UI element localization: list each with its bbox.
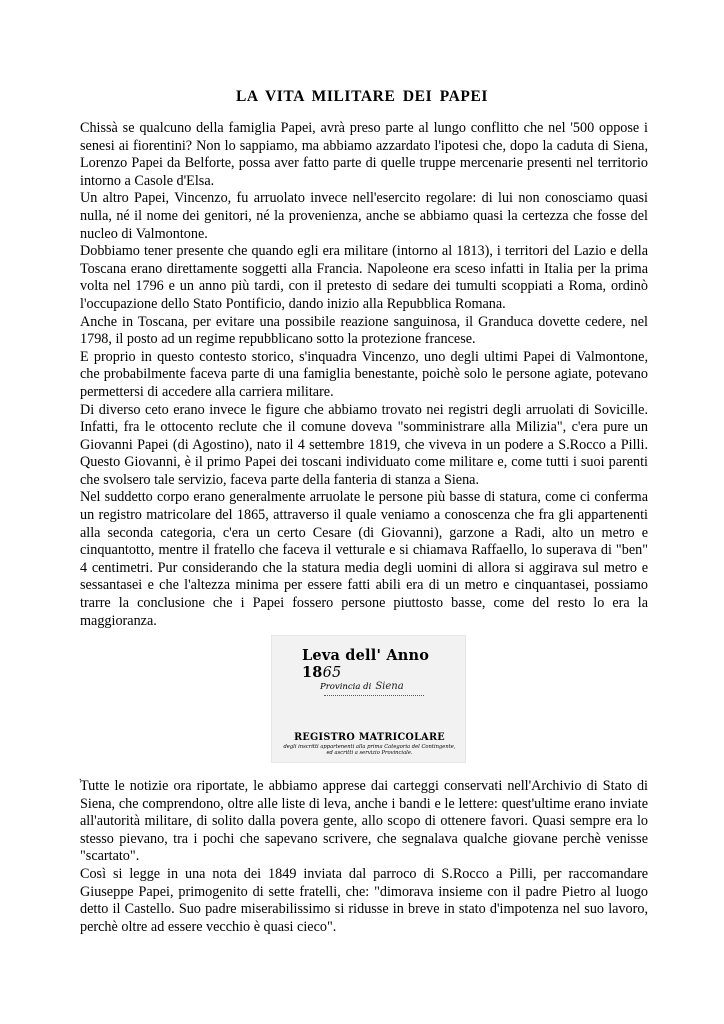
register-subtitle-2: ed ascritti a servizio Provinciale. <box>326 750 413 756</box>
paragraph: Nel suddetto corpo erano generalmente arruolate le persone più basse di statura, come ci conferma un registro matricolare del 1865, attraverso il quale veniamo a conoscenza che fra gli appartenenti alla seconda categoria, c'era un certo Cesare (di Giovanni), garzone a Radi, alto un metro e cinquantotto, mentre il fratello che faceva il vetturale e si chiamava Raffaello, lo superava di "ben" 4 centimetri. Pur considerando che la statura media degli uomini di allora si aggirava sul metro e sessantasei e che l'altezza minima per essere fatti abili era di un metro e cinquantasei, possiamo trarre la conclusione che i Papei fossero persone piuttosto basse, come del resto lo era la maggioranza. <box>80 489 648 629</box>
register-province <box>320 681 404 692</box>
register-province-print: Provincia di <box>320 682 372 692</box>
paragraph: Di diverso ceto erano invece le figure che abbiamo trovato nei registri degli arruolati di Sovicille. Infatti, fra le ottocento reclute che il comune doveva "somministrare alla Milizia", c'era pure un Giovanni Papei (di Agostino), nato il 4 settembre 1819, che viveva in un podere a S.Rocco a Pilli. Questo Giovanni, è il primo Papei dei toscani individuato come militare e, come tutti i suoi parenti che svolsero tale servizio, faceva parte della fanteria di stanza a Siena. <box>80 401 648 488</box>
body-text-bottom <box>80 778 648 936</box>
register-title: REGISTRO MATRICOLARE <box>294 731 445 743</box>
dotted-line <box>324 695 424 696</box>
paragraph: Così si legge in una nota dei 1849 inviata dal parroco di S.Rocco a Pilli, per raccomandare Giuseppe Papei, primogenito di sette fratelli, che: "dimorava insieme con il padre Pietro al luogo detto il Castello. Suo padre miserabilissimo si ridusse in breve in stato d'impotenza nel suo lavoro, perchè oltre ad essere vecchio è quasi cieco". <box>80 865 648 935</box>
register-province-hand: Siena <box>375 681 404 692</box>
body-text-top <box>80 120 648 630</box>
page-title: LA VITA MILITARE DEI PAPEI <box>235 88 489 105</box>
register-image <box>271 635 466 763</box>
paragraph: E proprio in questo contesto storico, s'inquadra Vincenzo, uno degli ultimi Papei di Valmontone, che probabilmente faceva parte di una famiglia benestante, poichè solo le persone agiate, potevano permettersi di accedere alla carriera militare. <box>80 348 648 400</box>
paragraph: Tutte le notizie ora riportate, le abbiamo apprese dai carteggi conservati nell'Archivio di Stato di Siena, che comprendono, oltre alle liste di leva, anche i bandi e le lettere: quest'ultime erano inviate all'autorità militare, di solito dalla povera gente, allo scopo di ottenere favori. Quasi sempre era lo stesso pievano, tra i pochi che sapevano scrivere, che segnalava qualche giovane perchè venisse "scartato". <box>80 778 648 865</box>
paragraph: Chissà se qualcuno della famiglia Papei, avrà preso parte al lungo conflitto che nel '500 oppose i senesi ai fiorentini? Non lo sappiamo, ma abbiamo azzardato l'ipotesi che, dopo la caduta di Siena, Lorenzo Papei da Belforte, possa aver fatto parte di quelle truppe mercenarie presenti nel territorio intorno a Casole d'Elsa. <box>80 120 648 189</box>
register-heading <box>302 647 465 681</box>
paragraph: Un altro Papei, Vincenzo, fu arruolato invece nell'esercito regolare: di lui non conosciamo quasi nulla, né il nome dei genitori, né la provenienza, anche se abbiamo quasi la certezza che fosse del nucleo di Valmontone. <box>80 190 648 242</box>
register-heading-print: Leva dell' Anno 18 <box>302 647 430 681</box>
stray-mark: . <box>79 772 82 783</box>
register-heading-hand: 65 <box>322 665 342 681</box>
paragraph: Dobbiamo tener presente che quando egli era militare (intorno al 1813), i territori del Lazio e della Toscana erano direttamente soggetti alla Francia. Napoleone era sceso infatti in Italia per la prima volta nel 1796 e un anno più tardi, con il pretesto di sedare dei tumulti scoppiati a Roma, ordinò l'occupazione dello Stato Pontificio, dando inizio alla Repubblica Romana. <box>80 243 648 312</box>
paragraph: Anche in Toscana, per evitare una possibile reazione sanguinosa, il Granduca dovette cedere, nel 1798, il posto ad un regime repubblicano sotto la protezione francese. <box>80 313 648 348</box>
register-subtitle-1: degli inscritti appartenenti alla prima Categoria del Contingente, <box>283 744 456 750</box>
